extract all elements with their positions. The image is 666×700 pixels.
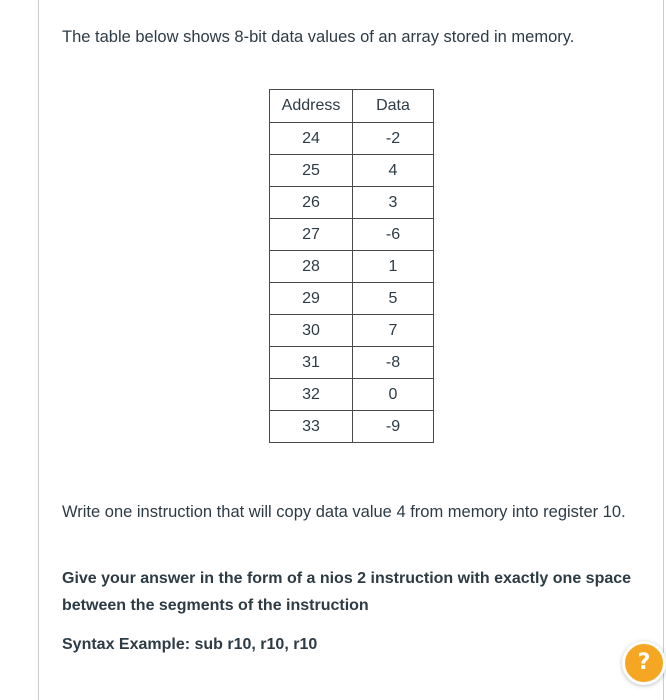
data-cell: 4: [353, 155, 434, 187]
table-row: [270, 251, 434, 283]
table-row: [270, 347, 434, 379]
table-header-row: [270, 90, 434, 123]
question-instruction: Write one instruction that will copy data value 4 from memory into register 10.: [62, 503, 626, 521]
content-frame-left-border: [38, 0, 39, 700]
data-cell: -9: [353, 411, 434, 443]
address-cell: 29: [270, 283, 353, 315]
data-cell: -6: [353, 219, 434, 251]
question-mark-icon: ?: [637, 650, 651, 675]
address-cell: 24: [270, 123, 353, 155]
address-cell: 32: [270, 379, 353, 411]
address-cell: 33: [270, 411, 353, 443]
table-row: [270, 283, 434, 315]
data-cell: 5: [353, 283, 434, 315]
address-cell: 27: [270, 219, 353, 251]
table-row: [270, 315, 434, 347]
data-cell: 3: [353, 187, 434, 219]
table-row: [270, 155, 434, 187]
address-cell: 26: [270, 187, 353, 219]
table-row: [270, 123, 434, 155]
address-cell: 28: [270, 251, 353, 283]
help-button[interactable]: [622, 641, 666, 685]
syntax-example: Syntax Example: sub r10, r10, r10: [62, 636, 318, 653]
answer-format-note: Give your answer in the form of a nios 2 instruction with exactly one space between the segments of the instruction: [62, 570, 632, 614]
table-row: [270, 379, 434, 411]
memory-table: [269, 89, 434, 443]
question-intro: The table below shows 8-bit data values of an array stored in memory.: [62, 28, 575, 46]
table-row: [270, 187, 434, 219]
table-row: [270, 219, 434, 251]
address-cell: 31: [270, 347, 353, 379]
data-cell: -2: [353, 123, 434, 155]
table-row: [270, 411, 434, 443]
column-header-address: Address: [270, 90, 353, 123]
address-cell: 25: [270, 155, 353, 187]
content-frame-right-border: [663, 0, 664, 700]
data-cell: 7: [353, 315, 434, 347]
data-cell: 1: [353, 251, 434, 283]
data-cell: -8: [353, 347, 434, 379]
data-cell: 0: [353, 379, 434, 411]
address-cell: 30: [270, 315, 353, 347]
column-header-data: Data: [353, 90, 434, 123]
